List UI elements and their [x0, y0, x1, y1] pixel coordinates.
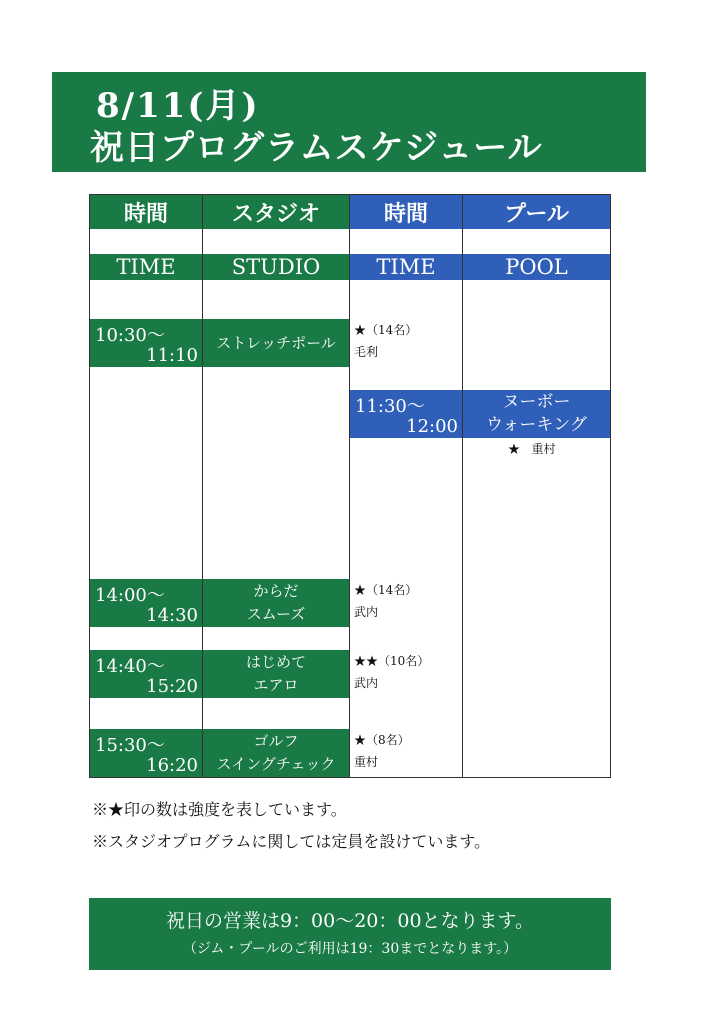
- intensity-stars: ★: [354, 583, 367, 597]
- holiday-hours: 祝日の営業は9：00〜20：00となります。: [165, 910, 535, 932]
- intensity-stars: ★: [354, 733, 367, 747]
- start-time: 14:40〜: [95, 656, 165, 677]
- studio-time-slot: [90, 650, 202, 698]
- title-banner: [52, 72, 646, 172]
- schedule-title: 祝日プログラムスケジュール: [90, 128, 543, 168]
- instructor: 武内: [354, 676, 379, 690]
- studio-program: [203, 579, 349, 627]
- program-name-line2: スムーズ: [246, 605, 306, 623]
- note-intensity: ※★印の数は強度を表しています。: [92, 800, 347, 819]
- header-time-pool: 時間: [350, 195, 462, 229]
- capacity: （10名）: [378, 654, 430, 668]
- instructor: 武内: [354, 605, 379, 619]
- intensity-stars: ★: [354, 323, 367, 337]
- program-name-line2: エアロ: [253, 676, 299, 694]
- note-capacity: ※スタジオプログラムに関しては定員を設けています。: [92, 832, 491, 851]
- end-time: 11:10: [146, 345, 198, 366]
- start-time: 14:00〜: [95, 585, 165, 606]
- intensity-stars: ★★: [354, 654, 379, 668]
- studio-program: [203, 650, 349, 698]
- hours-banner: [89, 898, 611, 970]
- column-divider: [462, 195, 463, 777]
- instructor: 重村: [531, 442, 556, 456]
- header-time-pool-en: TIME: [350, 254, 462, 280]
- program-name-line2: スイングチェック: [216, 755, 336, 773]
- start-time: 15:30〜: [95, 735, 165, 756]
- studio-program: [203, 729, 349, 777]
- end-time: 12:00: [406, 416, 458, 437]
- program-name-line1: からだ: [253, 582, 299, 600]
- pool-program: [463, 390, 610, 438]
- program-name-line1: ゴルフ: [253, 732, 299, 750]
- schedule-table: [89, 194, 611, 778]
- header-pool-en: POOL: [463, 254, 610, 280]
- program-info: [354, 650, 429, 694]
- studio-time-slot: [90, 319, 202, 367]
- header-time-studio-en: TIME: [90, 254, 202, 280]
- schedule-date: 8/11(月): [96, 86, 260, 126]
- header-time-studio: 時間: [90, 195, 202, 229]
- start-time: 11:30〜: [355, 396, 425, 417]
- header-studio: スタジオ: [203, 195, 349, 229]
- header-studio-en: STUDIO: [203, 254, 349, 280]
- capacity: （14名）: [366, 323, 418, 337]
- program-name-line1: ヌーボー: [502, 392, 571, 412]
- capacity: （14名）: [366, 583, 418, 597]
- program-name: ストレッチポール: [216, 333, 336, 352]
- program-name-line2: ウォーキング: [486, 415, 587, 435]
- header-pool: プール: [463, 195, 610, 229]
- studio-program: [203, 319, 349, 367]
- studio-time-slot: [90, 579, 202, 627]
- instructor: 重村: [354, 755, 379, 769]
- capacity: （8名）: [366, 733, 410, 747]
- instructor: 毛利: [354, 345, 379, 359]
- end-time: 16:20: [146, 755, 198, 776]
- column-divider: [349, 195, 350, 777]
- program-info: [354, 579, 417, 623]
- end-time: 14:30: [146, 605, 198, 626]
- intensity-stars: ★: [508, 442, 521, 456]
- pool-program-info: [508, 438, 608, 460]
- studio-time-slot: [90, 729, 202, 777]
- end-time: 15:20: [146, 676, 198, 697]
- gym-pool-hours: （ジム・プールのご利用は19：30までとなります。）: [182, 941, 518, 957]
- pool-time-slot: [350, 390, 462, 438]
- program-name-line1: はじめて: [245, 653, 306, 671]
- program-info: [354, 729, 410, 773]
- start-time: 10:30〜: [95, 325, 165, 346]
- program-info: [354, 319, 417, 363]
